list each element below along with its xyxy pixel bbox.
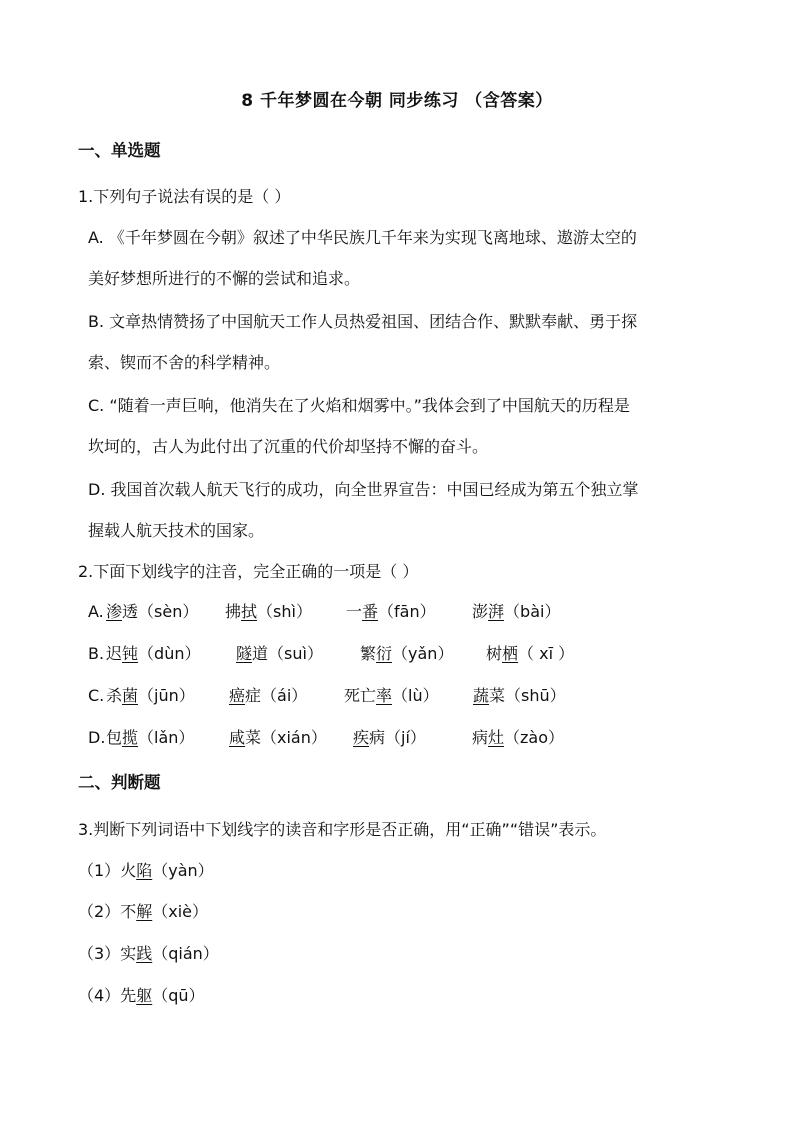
question-1-option-d: D. 我国首次载人航天飞行的成功，向全世界宣告：中国已经成为第五个独立掌 <box>88 480 639 499</box>
section-heading-true-false: 二、判断题 <box>78 773 161 792</box>
word-4: 树栖（ xī ） <box>486 644 575 663</box>
question-3-stem: 3.判断下列词语中下划线字的读音和字形是否正确，用“正确”“错误”表示。 <box>78 820 607 839</box>
question-3-item-1: （1）火陷（yàn） <box>78 861 214 880</box>
question-2-option-c <box>88 686 566 706</box>
word-1: 包揽（lǎn） <box>106 728 195 747</box>
question-1-option-b-cont: 索、锲而不舍的科学精神。 <box>88 353 281 372</box>
option-label: C. <box>88 686 105 705</box>
word-2: 咸菜（xián） <box>229 728 327 747</box>
word-1: 渗透（sèn） <box>106 602 199 621</box>
word-3: 死亡率（lù） <box>344 686 439 705</box>
question-3-item-2: （2）不解（xiè） <box>78 902 208 921</box>
question-2-option-d <box>88 728 565 748</box>
word-3: 疾病（jí） <box>353 728 426 747</box>
question-2-option-b <box>88 644 575 664</box>
word-4: 蔬菜（shū） <box>473 686 566 705</box>
word-4: 澎湃（bài） <box>472 602 561 621</box>
question-1-option-c: C. “随着一声巨响，他消失在了火焰和烟雾中。”我体会到了中国航天的历程是 <box>88 396 630 415</box>
question-2-stem: 2.下面下划线字的注音，完全正确的一项是（ ） <box>78 562 419 581</box>
question-1-option-c-cont: 坎坷的，古人为此付出了沉重的代价却坚持不懈的奋斗。 <box>88 437 489 456</box>
question-2-option-a <box>88 602 561 622</box>
option-label: B. <box>88 644 105 663</box>
word-2: 拂拭（shì） <box>225 602 312 621</box>
question-1-option-b: B. 文章热情赞扬了中国航天工作人员热爱祖国、团结合作、默默奉献、勇于探 <box>88 312 638 331</box>
section-heading-single-choice: 一、单选题 <box>78 141 161 160</box>
option-label: D. <box>88 728 106 747</box>
question-3-item-4: （4）先躯（qū） <box>78 986 205 1005</box>
word-1: 迟钝（dùn） <box>106 644 201 663</box>
word-2: 癌症（ái） <box>229 686 308 705</box>
question-1-option-a-cont: 美好梦想所进行的不懈的尝试和追求。 <box>88 269 361 288</box>
word-3: 一番（fān） <box>346 602 436 621</box>
question-3-item-3: （3）实践（qián） <box>78 944 219 963</box>
question-1-option-d-cont: 握载人航天技术的国家。 <box>88 521 265 540</box>
page-title: 8 千年梦圆在今朝 同步练习 （含答案） <box>241 91 553 111</box>
word-4: 病灶（zào） <box>472 728 565 747</box>
word-2: 隧道（suì） <box>236 644 323 663</box>
question-1-option-a: A. 《千年梦圆在今朝》叙述了中华民族几千年来为实现飞离地球、遨游太空的 <box>88 228 637 247</box>
question-1-stem: 1.下列句子说法有误的是（ ） <box>78 187 291 206</box>
word-1: 杀菌（jūn） <box>106 686 195 705</box>
word-3: 繁衍（yǎn） <box>360 644 454 663</box>
option-label: A. <box>88 602 104 621</box>
